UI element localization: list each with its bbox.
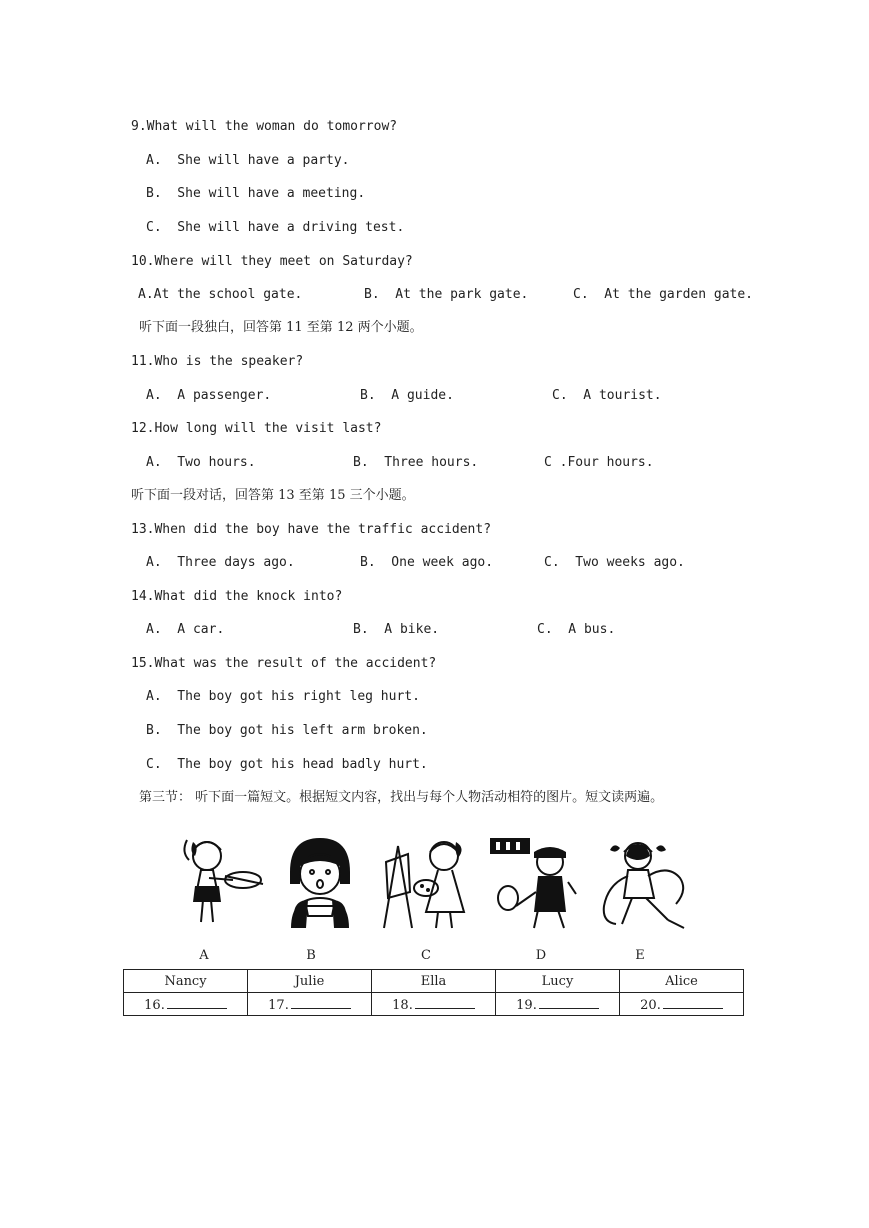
question-9-option-b: B. She will have a meeting. <box>146 186 366 201</box>
section-dialogue-instruction: 听下面一段对话，回答第 13 至第 15 三个小题。 <box>131 488 415 503</box>
question-14-option-a: A. A car. <box>146 622 225 637</box>
question-12-stem: 12.How long will the visit last? <box>131 421 382 436</box>
girl-dancing-icon <box>598 834 694 932</box>
section-monologue-instruction: 听下面一段独白，回答第 11 至第 12 两个小题。 <box>139 320 423 335</box>
answer-blank[interactable] <box>663 996 723 1009</box>
girl-violin-icon <box>173 830 267 930</box>
name-cell: Ella <box>372 970 496 993</box>
answer-cell[interactable] <box>496 993 620 1016</box>
question-12-option-b: B. Three hours. <box>353 455 479 470</box>
girl-eating-icon <box>282 832 358 930</box>
question-11-option-b: B. A guide. <box>360 388 454 403</box>
answer-blank[interactable] <box>291 996 351 1009</box>
question-11-stem: 11.Who is the speaker? <box>131 354 304 369</box>
question-10-stem: 10.Where will they meet on Saturday? <box>131 254 413 269</box>
answer-number: 16. <box>144 997 165 1013</box>
question-14-stem: 14.What did the knock into? <box>131 589 343 604</box>
table-row-answers <box>124 993 744 1016</box>
question-10-option-a: A.At the school gate. <box>138 287 303 302</box>
answer-number: 20. <box>640 997 661 1013</box>
question-10-option-b: B. At the park gate. <box>364 287 529 302</box>
question-15-option-c: C. The boy got his head badly hurt. <box>146 757 428 772</box>
answer-cell[interactable] <box>620 993 744 1016</box>
answer-cell[interactable] <box>248 993 372 1016</box>
picture-label-c: C <box>421 948 431 963</box>
question-9-option-a: A. She will have a party. <box>146 153 350 168</box>
question-14-option-c: C. A bus. <box>537 622 616 637</box>
question-15-stem: 15.What was the result of the accident? <box>131 656 437 671</box>
answer-cell[interactable] <box>124 993 248 1016</box>
table-row-names <box>124 970 744 993</box>
question-13-option-c: C. Two weeks ago. <box>544 555 685 570</box>
girl-painting-icon <box>378 832 472 930</box>
answer-blank[interactable] <box>167 996 227 1009</box>
picture-label-e: E <box>635 948 645 963</box>
answer-cell[interactable] <box>372 993 496 1016</box>
answer-number: 17. <box>268 997 289 1013</box>
picture-label-d: D <box>535 948 547 963</box>
picture-label-b: B <box>306 948 316 963</box>
question-13-option-a: A. Three days ago. <box>146 555 295 570</box>
question-11-option-c: C. A tourist. <box>552 388 662 403</box>
question-14-option-b: B. A bike. <box>353 622 440 637</box>
question-15-option-b: B. The boy got his left arm broken. <box>146 723 428 738</box>
question-9-stem: 9.What will the woman do tomorrow? <box>131 119 398 134</box>
answer-blank[interactable] <box>539 996 599 1009</box>
answer-number: 18. <box>392 997 413 1013</box>
name-cell: Nancy <box>124 970 248 993</box>
name-cell: Alice <box>620 970 744 993</box>
girl-badminton-icon <box>488 832 584 932</box>
question-12-option-a: A. Two hours. <box>146 455 256 470</box>
question-15-option-a: A. The boy got his right leg hurt. <box>146 689 420 704</box>
section-three-instruction: 第三节： 听下面一篇短文。根据短文内容，找出与每个人物活动相符的图片。短文读两遍。 <box>139 790 664 805</box>
question-13-option-b: B. One week ago. <box>360 555 494 570</box>
name-cell: Julie <box>248 970 372 993</box>
answer-blank[interactable] <box>415 996 475 1009</box>
question-9-option-c: C. She will have a driving test. <box>146 220 405 235</box>
name-cell: Lucy <box>496 970 620 993</box>
question-10-option-c: C. At the garden gate. <box>573 287 754 302</box>
picture-label-a: A <box>199 948 209 963</box>
answer-number: 19. <box>516 997 537 1013</box>
question-11-option-a: A. A passenger. <box>146 388 272 403</box>
question-13-stem: 13.When did the boy have the traffic accident? <box>131 522 492 537</box>
answer-table <box>123 969 744 1016</box>
question-12-option-c: C .Four hours. <box>544 455 654 470</box>
